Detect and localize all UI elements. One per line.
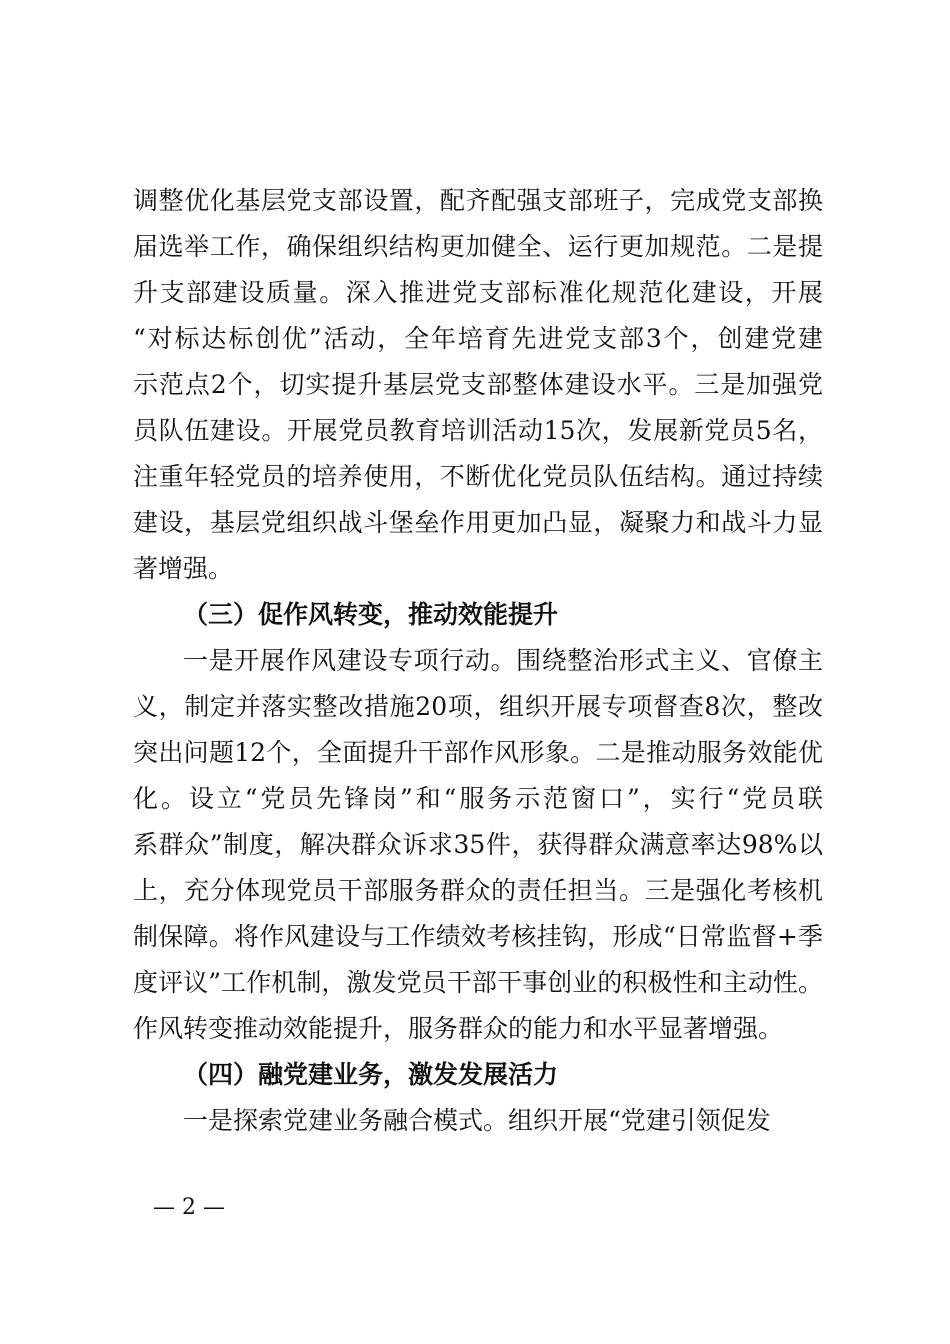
paragraph-line: 作风转变推动效能提升，服务群众的能力和水平显著增强。 [133, 1014, 784, 1043]
paragraph-line: 升支部建设质量。深入推进党支部标准化规范化建设，开展 [133, 278, 823, 307]
paragraph-line: 突出问题12个，全面提升干部作风形象。二是推动服务效能优 [133, 738, 823, 767]
paragraph-line: 一是探索党建业务融合模式。组织开展“党建引领促发 [183, 1106, 771, 1135]
paragraph-line: 一是开展作风建设专项行动。围绕整治形式主义、官僚主 [183, 646, 823, 675]
paragraph-line: 化。设立“党员先锋岗”和“服务示范窗口”，实行“党员联 [133, 784, 823, 813]
paragraph-line: 调整优化基层党支部设置，配齐配强支部班子，完成党支部换 [133, 186, 823, 215]
page-number: — 2 — [153, 1195, 225, 1220]
paragraph-line: 系群众”制度，解决群众诉求35件，获得群众满意率达98%以 [133, 830, 823, 859]
paragraph-line: “对标达标创优”活动，全年培育先进党支部3个，创建党建 [133, 324, 823, 353]
paragraph-line: 员队伍建设。开展党员教育培训活动15次，发展新党员5名， [133, 416, 823, 445]
paragraph-line: 届选举工作，确保组织结构更加健全、运行更加规范。二是提 [133, 232, 823, 261]
paragraph-line: 注重年轻党员的培养使用，不断优化党员队伍结构。通过持续 [133, 462, 823, 491]
paragraph-line: 示范点2个，切实提升基层党支部整体建设水平。三是加强党 [133, 370, 823, 399]
section-heading: （三）促作风转变，推动效能提升 [183, 600, 559, 629]
paragraph-line: 义，制定并落实整改措施20项，组织开展专项督查8次，整改 [133, 692, 823, 721]
paragraph-line: 度评议”工作机制，激发党员干部干事创业的积极性和主动性。 [133, 968, 823, 997]
section-heading: （四）融党建业务，激发发展活力 [183, 1060, 559, 1089]
paragraph-line: 上，充分体现党员干部服务群众的责任担当。三是强化考核机 [133, 876, 823, 905]
paragraph-line: 制保障。将作风建设与工作绩效考核挂钩，形成“日常监督+季 [133, 922, 823, 951]
paragraph-line: 著增强。 [133, 554, 234, 583]
paragraph-line: 建设，基层党组织战斗堡垒作用更加凸显，凝聚力和战斗力显 [133, 508, 823, 537]
